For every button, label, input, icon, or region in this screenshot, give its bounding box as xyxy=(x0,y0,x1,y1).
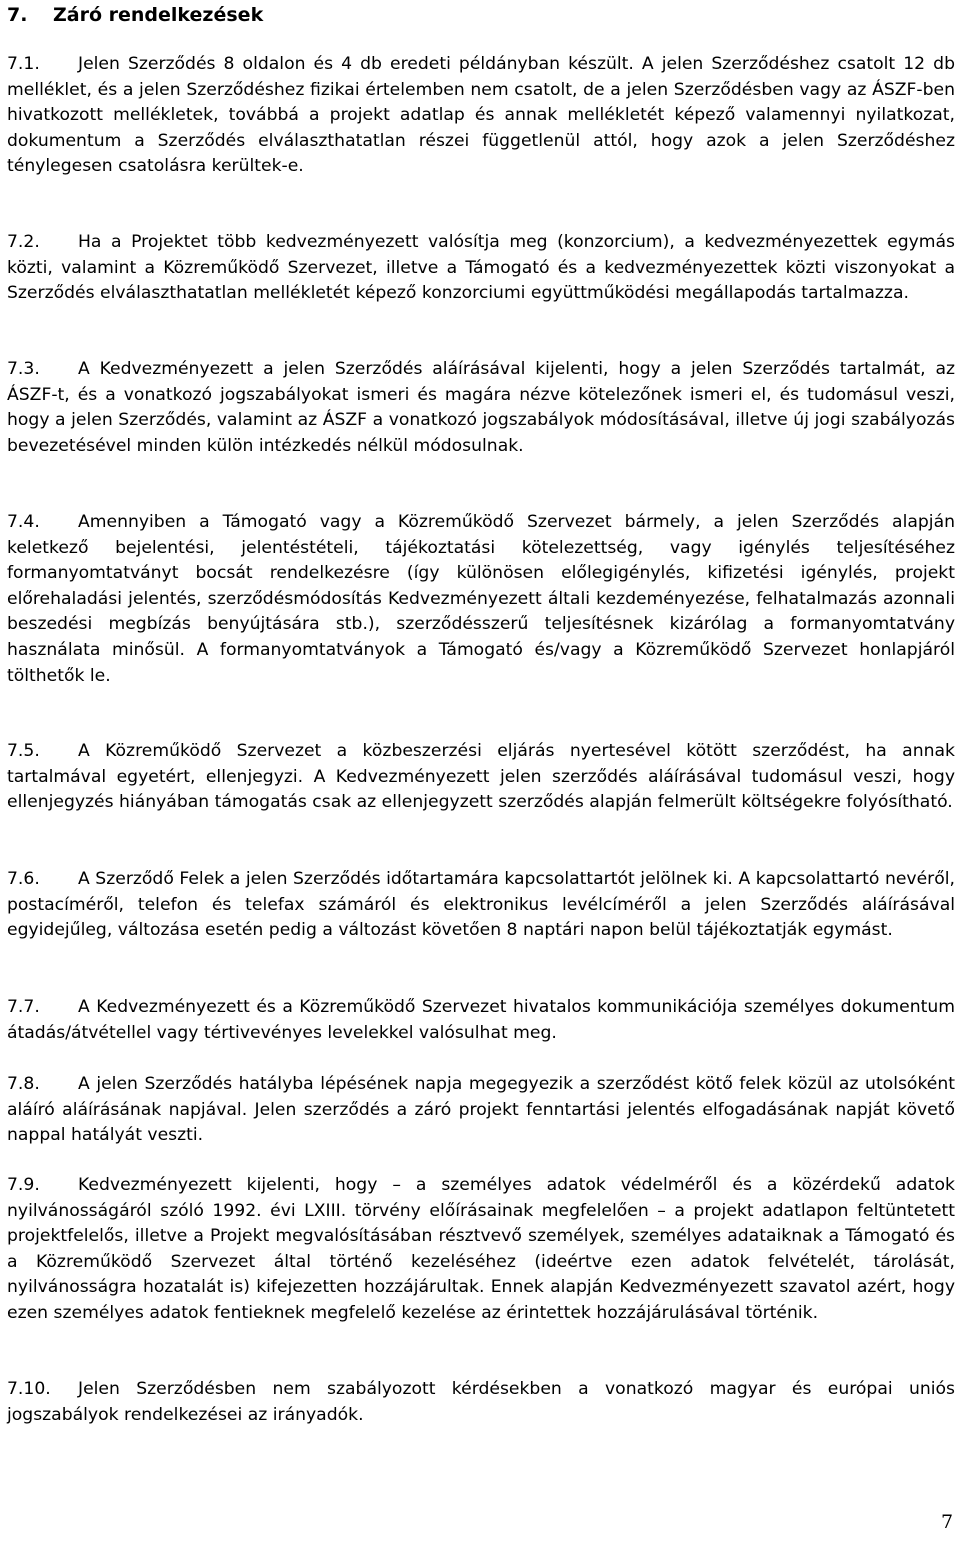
paragraph-7-5 xyxy=(7,739,955,816)
paragraph-number: 7.10. xyxy=(7,1379,51,1399)
paragraph-text: Kedvezményezett kijelenti, hogy – a személyes adatok védelméről és a közérdekű adatok nyilvánosságáról szóló 1992. évi LXIII. törvény előírásainak megfelelően – a projekt adatlapon feltüntetett projektfelelős, illetve a Projekt megvalósításában résztvevő személyek, személyes adataiknak a Támogató és a Közreműködő Szervezet által történő kezeléséhez (ideértve ezen adatok felvételét, tárolását, nyilvánosságra hozatalát is) kifejezetten hozzájárultak. Ennek alapján Kedvezményezett szavatol azért, hogy ezen személyes adatok fentieknek megfelelő kezelése az érintettek hozzájárulásával történik. xyxy=(7,1175,955,1323)
paragraph-number: 7.4. xyxy=(7,512,40,532)
paragraph-text: Jelen Szerződés 8 oldalon és 4 db eredeti példányban készült. A jelen Szerződéshez csatolt 12 db melléklet, és a jelen Szerződéshez fizikai értelemben nem csatolt, de a jelen Szerződésben vagy az ÁSZF-ben hivatkozott mellékletek, továbbá a projekt adatlap és annak mellékletét képező valamennyi nyilatkozat, dokumentum a Szerződés elválaszthatatlan részei függetlenül attól, hogy azok a jelen Szerződéshez ténylegesen csatolásra kerültek-e. xyxy=(7,54,955,177)
paragraph-number: 7.9. xyxy=(7,1175,40,1195)
paragraph-7-4 xyxy=(7,510,955,689)
paragraph-7-1 xyxy=(7,52,955,180)
paragraph-7-3 xyxy=(7,357,955,459)
paragraph-text: Amennyiben a Támogató vagy a Közreműködő Szervezet bármely, a jelen Szerződés alapján keletkező bejelentési, jelentéstételi, tájékoztatási kötelezettség, vagy igénylés teljesítéséhez formanyomtatványt bocsát rendelkezésre (így különösen előlegigénylés, kifizetési igénylés, projekt előrehaladási jelentés, szerződésmódosítás Kedvezményezett általi kezdeményezése, felhatalmazás azonnali beszedési megbízás benyújtására stb.), szerződésszerű teljesítésnek kizárólag a formanyomtatvány használata minősül. A formanyomtatványok a Támogató és/vagy a Közreműködő Szervezet honlapjáról tölthetők le. xyxy=(7,512,955,686)
paragraph-7-10 xyxy=(7,1377,955,1428)
paragraph-text: Jelen Szerződésben nem szabályozott kérdésekben a vonatkozó magyar és európai uniós jogszabályok rendelkezései az irányadók. xyxy=(7,1379,955,1425)
paragraph-text: A Szerződő Felek a jelen Szerződés időtartamára kapcsolattartót jelölnek ki. A kapcsolattartó nevéről, postacíméről, telefon és telefax számáról és elektronikus levélcíméről a jelen Szerződés aláírásával egyidejűleg, változása esetén pedig a változást követően 8 naptári napon belül tájékoztatják egymást. xyxy=(7,869,955,941)
paragraph-7-2 xyxy=(7,230,955,307)
paragraph-7-8 xyxy=(7,1072,955,1149)
paragraph-text: A Kedvezményezett a jelen Szerződés aláírásával kijelenti, hogy a jelen Szerződés tartalmát, az ÁSZF-t, és a vonatkozó jogszabályokat ismeri és magára nézve kötelezőnek ismeri el, és tudomásul veszi, hogy a jelen Szerződés, valamint az ÁSZF a vonatkozó jogszabályok módosításával, illetve új jogi szabályozás bevezetésével minden külön intézkedés nélkül módosulnak. xyxy=(7,359,955,456)
section-title: Záró rendelkezések xyxy=(53,4,264,26)
paragraph-number: 7.5. xyxy=(7,741,40,761)
page-number: 7 xyxy=(941,1511,954,1533)
paragraph-7-7 xyxy=(7,995,955,1046)
section-heading xyxy=(7,2,263,28)
paragraph-text: A Közreműködő Szervezet a közbeszerzési eljárás nyertesével kötött szerződést, ha annak tartalmával egyetért, ellenjegyzi. A Kedvezményezett jelen szerződés aláírásával tudomásul veszi, hogy ellenjegyzés hiányában támogatás csak az ellenjegyzett szerződés alapján felmerült költségekre folyósítható. xyxy=(7,741,955,813)
paragraph-number: 7.8. xyxy=(7,1074,40,1094)
paragraph-text: A jelen Szerződés hatályba lépésének napja megegyezik a szerződést kötő felek közül az utolsóként aláíró aláírásának napjával. Jelen szerződés a záró projekt fenntartási jelentés elfogadásának napját követő nappal hatályát veszti. xyxy=(7,1074,955,1146)
paragraph-number: 7.6. xyxy=(7,869,40,889)
paragraph-number: 7.1. xyxy=(7,54,40,74)
paragraph-number: 7.3. xyxy=(7,359,40,379)
paragraph-number: 7.7. xyxy=(7,997,40,1017)
paragraph-text: Ha a Projektet több kedvezményezett valósítja meg (konzorcium), a kedvezményezettek egymás közti, valamint a Közreműködő Szervezet, illetve a Támogató és a kedvezményezettek közti viszonyokat a Szerződés elválaszthatatlan mellékletét képező konzorciumi együttműködési megállapodás tartalmazza. xyxy=(7,232,955,304)
section-number: 7. xyxy=(7,4,28,26)
paragraph-text: A Kedvezményezett és a Közreműködő Szervezet hivatalos kommunikációja személyes dokumentum átadás/átvétellel vagy tértivevényes levelekkel valósulhat meg. xyxy=(7,997,955,1043)
paragraph-7-6 xyxy=(7,867,955,944)
paragraph-7-9 xyxy=(7,1173,955,1327)
paragraph-number: 7.2. xyxy=(7,232,40,252)
